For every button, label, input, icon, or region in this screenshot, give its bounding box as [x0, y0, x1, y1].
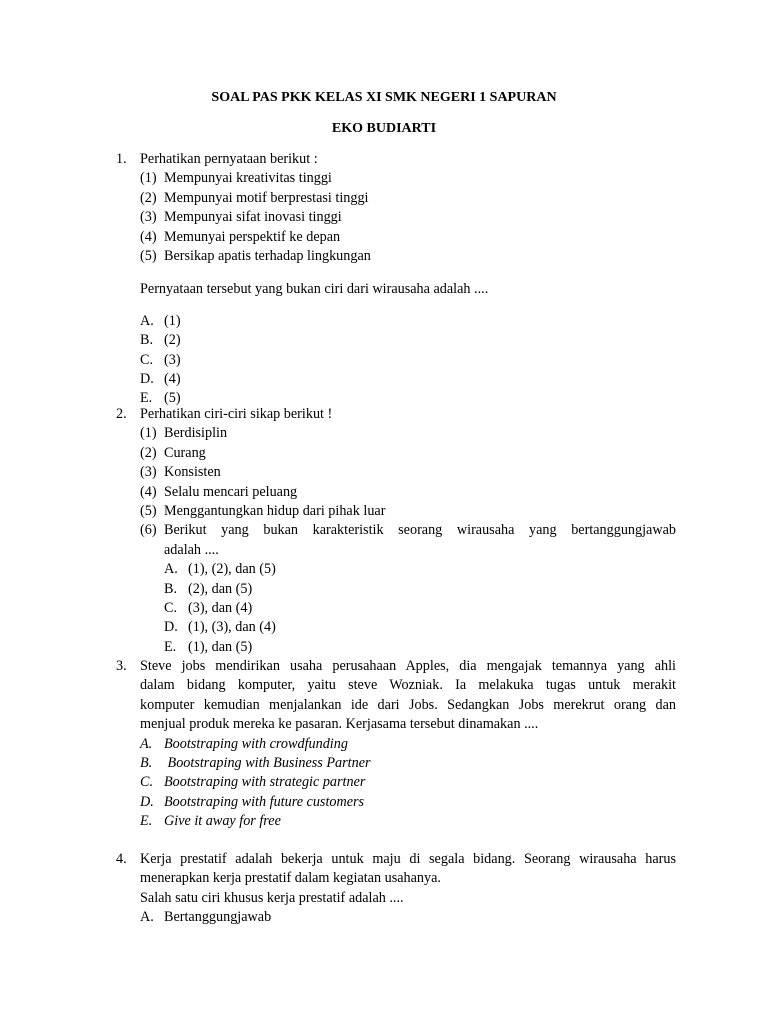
list-item: (4) Memunyai perspektif ke depan [140, 228, 341, 245]
answer-option: E. Give it away for free [140, 813, 281, 830]
document-title: SOAL PAS PKK KELAS XI SMK NEGERI 1 SAPURAN [211, 90, 557, 105]
question-prompt: Pernyataan tersebut yang bukan ciri dari wirausaha adalah .... [140, 281, 489, 298]
list-item: (5) Bersikap apatis terhadap lingkungan [140, 248, 371, 265]
list-item: (4) Selalu mencari peluang [140, 483, 298, 500]
question-stem-line: komputer kemudian menjalankan ide dari Jobs. Sedangkan Jobs merekrut orang dan [140, 696, 676, 713]
question-stem: Perhatikan ciri-ciri sikap berikut ! [140, 406, 333, 422]
answer-option: D. (4) [140, 371, 181, 388]
question-stem-line: Steve jobs mendirikan usaha perusahaan Apples, dia mengajak temannya yang ahli [140, 658, 676, 674]
answer-option: C. (3), dan (4) [164, 600, 253, 617]
answer-option: E. (5) [140, 390, 181, 407]
answer-option: A. (1), (2), dan (5) [164, 561, 276, 578]
question-prompt-line: adalah .... [164, 541, 219, 558]
question-3 [116, 657, 676, 832]
question-2 [116, 405, 676, 657]
list-item: (5) Menggantungkan hidup dari pihak luar [140, 503, 386, 520]
list-item: (6) Berikut yang bukan karakteristik seorang wirausaha yang bertanggungjawab adalah .... A. (1), (2), dan (5) B. (2), dan (5) C. (3), dan (4) D. (1), (3), dan (4) E. (1), dan (5) [140, 521, 676, 657]
question-stem: Perhatikan pernyataan berikut : [140, 151, 318, 167]
question-4 [116, 850, 676, 928]
answer-option: B. (2), dan (5) [164, 580, 253, 597]
question-stem-line: menerapkan kerja prestatif dalam kegiatan usahanya. [140, 870, 441, 887]
answer-option: D. Bootstraping with future customers [140, 793, 365, 810]
answer-option: A. (1) [140, 312, 181, 329]
list-item: (3) Konsisten [140, 464, 221, 481]
list-item: (1) Berdisiplin [140, 425, 228, 442]
answer-option: B. Bootstraping with Business Partner [140, 755, 371, 772]
list-item: (3) Mempunyai sifat inovasi tinggi [140, 209, 342, 226]
question-prompt: Salah satu ciri khusus kerja prestatif adalah .... [140, 889, 404, 906]
answer-option: D. (1), (3), dan (4) [164, 619, 276, 636]
question-stem-line: menjual produk mereka ke pasaran. Kerjasama tersebut dinamakan .... [140, 716, 539, 733]
question-prompt-line: Berikut yang bukan karakteristik seorang wirausaha yang bertanggungjawab [164, 522, 676, 539]
answer-option: A. Bertanggungjawab [140, 909, 272, 926]
answer-option: A. Bootstraping with crowdfunding [140, 735, 348, 752]
answer-option: B. (2) [140, 332, 181, 349]
question-number: 1. [116, 151, 127, 167]
answer-option: E. (1), dan (5) [164, 638, 253, 655]
question-number: 4. [116, 851, 127, 867]
question-1 [116, 150, 676, 409]
list-item: (2) Curang [140, 444, 206, 461]
answer-option: C. (3) [140, 351, 181, 368]
question-number: 2. [116, 406, 127, 422]
answer-option: C. Bootstraping with strategic partner [140, 774, 366, 791]
question-number: 3. [116, 658, 127, 674]
question-stem-line: Kerja prestatif adalah bekerja untuk maju di segala bidang. Seorang wirausaha harus [140, 851, 676, 867]
question-stem-line: dalam bidang komputer, yaitu steve Wozniak. Ia melakuka tugas untuk merakit [140, 677, 676, 694]
document-author: EKO BUDIARTI [331, 121, 437, 136]
list-item: (2) Mempunyai motif berprestasi tinggi [140, 189, 369, 206]
list-item: (1) Mempunyai kreativitas tinggi [140, 170, 332, 187]
